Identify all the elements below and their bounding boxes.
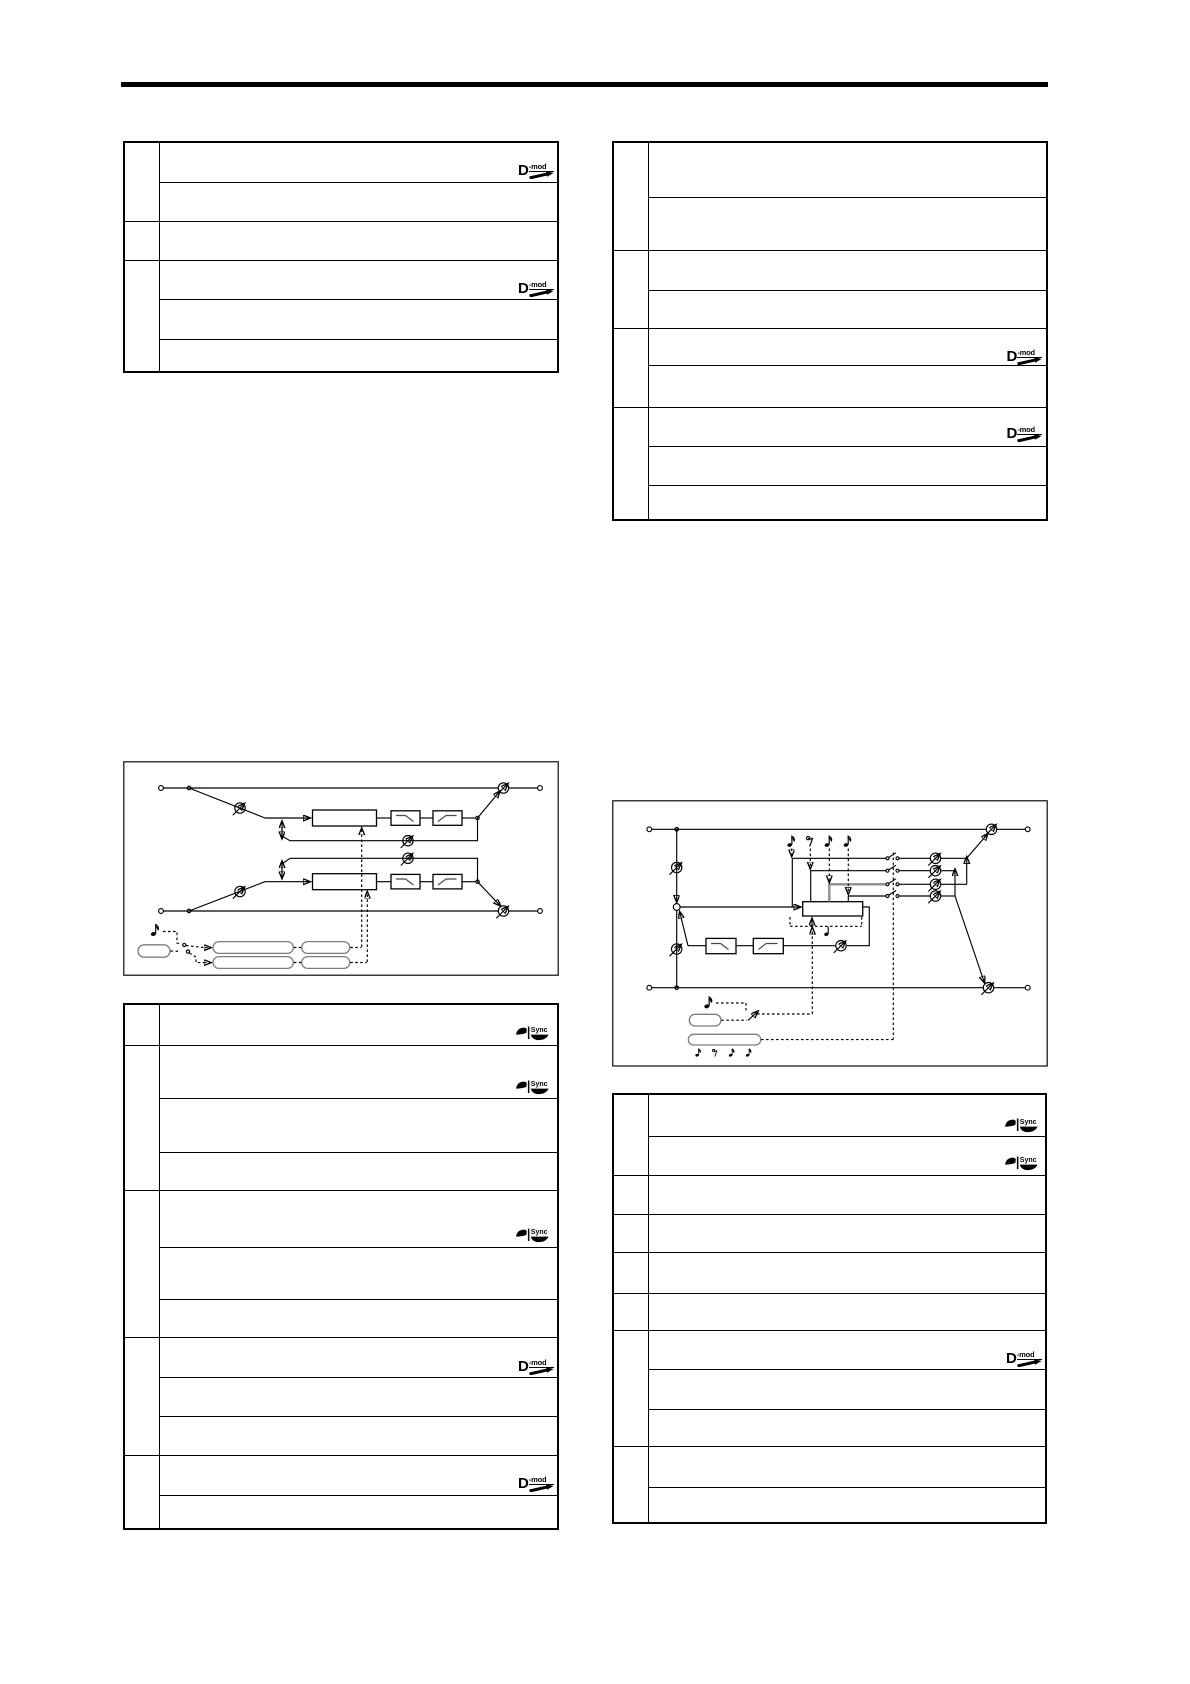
row-divider [614,1446,1045,1447]
tap-delay-block [803,902,863,916]
eighth-note-icon [787,836,794,847]
lpf-block [706,938,736,953]
dynamic-modulation-icon: D -mod [1007,427,1043,442]
multitap-bpm-delay-block-diagram [612,800,1048,1067]
eighth-note-icon [824,836,831,847]
row-divider [614,1175,1045,1176]
dynamic-modulation-icon: D -mod [1006,1352,1042,1367]
tempo-sync-icon [515,1227,551,1249]
tap-amp-icon [928,866,940,878]
feedback-amp-icon [834,941,846,953]
sub-row-divider [648,197,1046,198]
sub-row-divider [648,446,1046,447]
lfo-pill [302,957,350,969]
crescendo-arrow [529,171,554,179]
column-divider [648,1095,649,1522]
eighth-note-icon [729,1049,734,1057]
mixer-node [673,904,680,911]
sub-row-divider [159,182,557,183]
sub-row-divider [159,1098,557,1099]
row-divider [614,1293,1045,1294]
sub-row-divider [159,1495,557,1496]
parameter-table-top-right [612,141,1048,521]
column-divider [648,143,649,519]
input-amp-icon [670,862,682,874]
row-divider [614,1214,1045,1215]
bpm-pill [689,1014,721,1026]
row-divider [125,260,557,261]
sub-row-divider [159,339,557,340]
eighth-note-icon [704,997,712,1009]
eighth-note-icon [150,925,158,937]
row-divider [125,1190,557,1191]
base-note-bracket [790,917,862,936]
row-divider [125,1337,557,1338]
dynamic-modulation-icon: D -mod [518,164,554,179]
row-divider [614,1252,1045,1253]
dynamic-modulation-icon: D -mod [518,1360,554,1375]
eighth-note-icon [746,1049,751,1057]
crescendo-arrow [1017,434,1042,442]
crescendo-arrow [529,1484,554,1492]
lfo-pill [213,942,293,954]
svg-text:Sync: Sync [530,1080,548,1088]
feedback-amp-icon [401,836,413,848]
bpm-pill [138,945,170,957]
left-delay-path [189,788,500,826]
sub-row-divider [648,485,1046,486]
sub-row-divider [159,1299,557,1300]
left-channel-line [647,824,1030,836]
crescendo-arrow [529,289,554,297]
svg-text:Sync: Sync [530,1228,548,1236]
hpf-block [433,874,462,889]
output-amp-icon [984,824,996,836]
time-over-pill [688,1034,760,1045]
sub-row-divider [159,1416,557,1417]
header-rule [121,82,1048,87]
output-amp-icon [496,906,508,918]
sub-row-divider [648,1409,1046,1410]
right-channel-line [647,983,1030,995]
dry-amp-icon [670,944,682,956]
svg-text:Sync: Sync [1019,1118,1037,1126]
column-divider [159,1005,160,1528]
tap-switches [886,853,899,1040]
parameter-table-bottom-right [612,1093,1047,1524]
hpf-block [433,811,462,826]
row-divider [125,1045,557,1046]
row-divider [614,1330,1045,1331]
crescendo-arrow [529,1367,554,1375]
tempo-sync-icon [1004,1155,1040,1177]
sub-row-divider [159,299,557,300]
sub-row-divider [648,1487,1046,1488]
input-mix-path [670,829,801,987]
column-divider [159,143,160,371]
feedback-amp-icon [401,853,413,865]
right-channel-line [159,906,543,918]
sub-row-divider [648,290,1046,291]
dynamic-modulation-icon: D -mod [1007,350,1043,365]
eighth-rest-icon [807,836,813,846]
eighth-note-icon [843,836,850,847]
sub-row-divider [159,1247,557,1248]
hpf-block [753,938,783,953]
row-divider [614,328,1046,329]
left-channel-line [159,783,543,795]
tap-output-amps [899,834,988,982]
tempo-sync-icon [1004,1117,1040,1139]
parameter-table-bottom-left [123,1003,559,1530]
sub-row-divider [648,1136,1046,1137]
lpf-block [391,874,420,889]
dynamic-modulation-icon: D -mod [518,1477,554,1492]
dynamic-modulation-icon: D -mod [518,282,554,297]
eighth-note-icon [695,1049,700,1057]
tempo-sync-icon [515,1025,551,1047]
delay-block [313,874,377,890]
lpf-block [391,811,420,826]
tap-amp-icon [928,853,940,865]
stereo-delay-block-diagram [123,761,559,976]
row-divider [614,250,1046,251]
eighth-rest-icon [713,1049,717,1056]
output-amp-icon [981,983,993,995]
sub-row-divider [159,1152,557,1153]
lfo-pill [302,942,350,954]
input-amp-icon [233,886,245,898]
tempo-sync-icon [515,1079,551,1101]
crescendo-arrow [1017,357,1042,365]
row-divider [125,221,557,222]
tap-lines [792,858,886,907]
delay-block [313,810,377,826]
crescendo-arrow [1017,1359,1042,1367]
tap-amp-icon [928,879,940,891]
sub-row-divider [648,1369,1046,1370]
sub-row-divider [648,365,1046,366]
sub-row-divider [159,1377,557,1378]
parameter-table-top-left [123,141,559,373]
row-divider [614,407,1046,408]
lfo-modulation-section [138,829,367,969]
lfo-pill [213,957,293,969]
tap-amp-icon [928,891,940,903]
svg-text:Sync: Sync [1019,1156,1037,1164]
row-divider [125,1455,557,1456]
svg-text:Sync: Sync [530,1026,548,1034]
right-delay-path [189,874,500,911]
